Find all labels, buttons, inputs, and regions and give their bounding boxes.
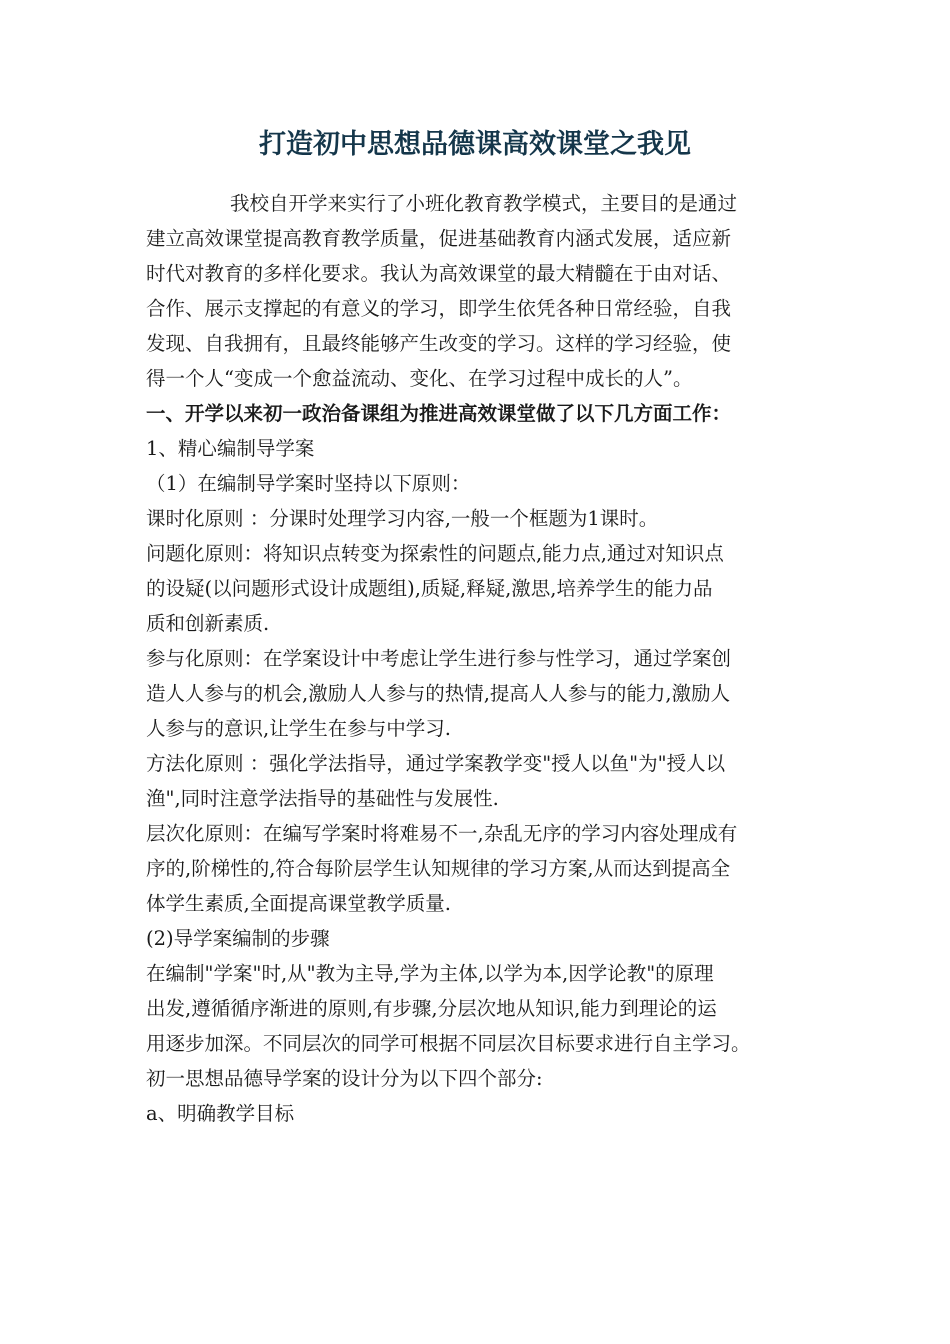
paragraph-line: 出发,遵循循序渐进的原则,有步骤,分层次地从知识,能力到理论的运 (146, 997, 717, 1020)
paragraph-line: 课时化原则 ：分课时处理学习内容,一般一个框题为1课时。 (146, 507, 659, 530)
paragraph-line: 层次化原则：在编写学案时将难易不一,杂乱无序的学习内容处理成有 (146, 822, 738, 845)
subsection-heading: (2)导学案编制的步骤 (146, 927, 330, 950)
paragraph-line: 在编制"学案"时,从"教为主导,学为主体,以学为本,因学论教"的原理 (146, 962, 714, 985)
paragraph-line: 渔",同时注意学法指导的基础性与发展性. (146, 787, 499, 810)
paragraph-line: 合作、展示支撑起的有意义的学习，即学生依凭各种日常经验，自我 (146, 297, 732, 320)
paragraph-line: 造人人参与的机会,激励人人参与的热情,提高人人参与的能力,激励人 (146, 682, 731, 705)
paragraph-line: 发现、自我拥有，且最终能够产生改变的学习。这样的学习经验，使 (146, 332, 732, 355)
paragraph-line: 的设疑(以问题形式设计成题组),质疑,释疑,激思,培养学生的能力品 (146, 577, 713, 600)
paragraph-line: 时代对教育的多样化要求。我认为高效课堂的最大精髓在于由对话、 (146, 262, 732, 285)
paragraph-line: 用逐步加深。不同层次的同学可根据不同层次目标要求进行自主学习。 (146, 1032, 751, 1055)
paragraph-line: 人参与的意识,让学生在参与中学习. (146, 717, 451, 740)
subsection-heading: 1、精心编制导学案 (146, 437, 315, 460)
paragraph-line: 序的,阶梯性的,符合每阶层学生认知规律的学习方案,从而达到提高全 (146, 857, 731, 880)
paragraph-line: 参与化原则：在学案设计中考虑让学生进行参与性学习，通过学案创 (146, 647, 732, 670)
paragraph-line: 质和创新素质. (146, 612, 270, 635)
paragraph-line: 我校自开学来实行了小班化教育教学模式，主要目的是通过 (230, 192, 738, 215)
document-body (146, 186, 816, 1131)
document-title: 打造初中思想品德课高效课堂之我见 (259, 129, 691, 160)
paragraph-line: 初一思想品德导学案的设计分为以下四个部分: (146, 1067, 543, 1090)
paragraph-line: 方法化原则 ：强化学法指导，通过学案教学变"授人以鱼"为"授人以 (146, 752, 726, 775)
list-item: a、明确教学目标 (146, 1102, 295, 1125)
paragraph-line: 体学生素质,全面提高课堂教学质量. (146, 892, 451, 915)
paragraph-line: 问题化原则：将知识点转变为探索性的问题点,能力点,通过对知识点 (146, 542, 724, 565)
section-heading: 一、开学以来初一政治备课组为推进高效课堂做了以下几方面工作： (146, 402, 732, 425)
paragraph-line: 建立高效课堂提高教育教学质量，促进基础教育内涵式发展，适应新 (146, 227, 732, 250)
subsection-heading: （1）在编制导学案时坚持以下原则： (146, 472, 471, 495)
paragraph-line: 得一个人“变成一个愈益流动、变化、在学习过程中成长的人”。 (146, 367, 693, 390)
